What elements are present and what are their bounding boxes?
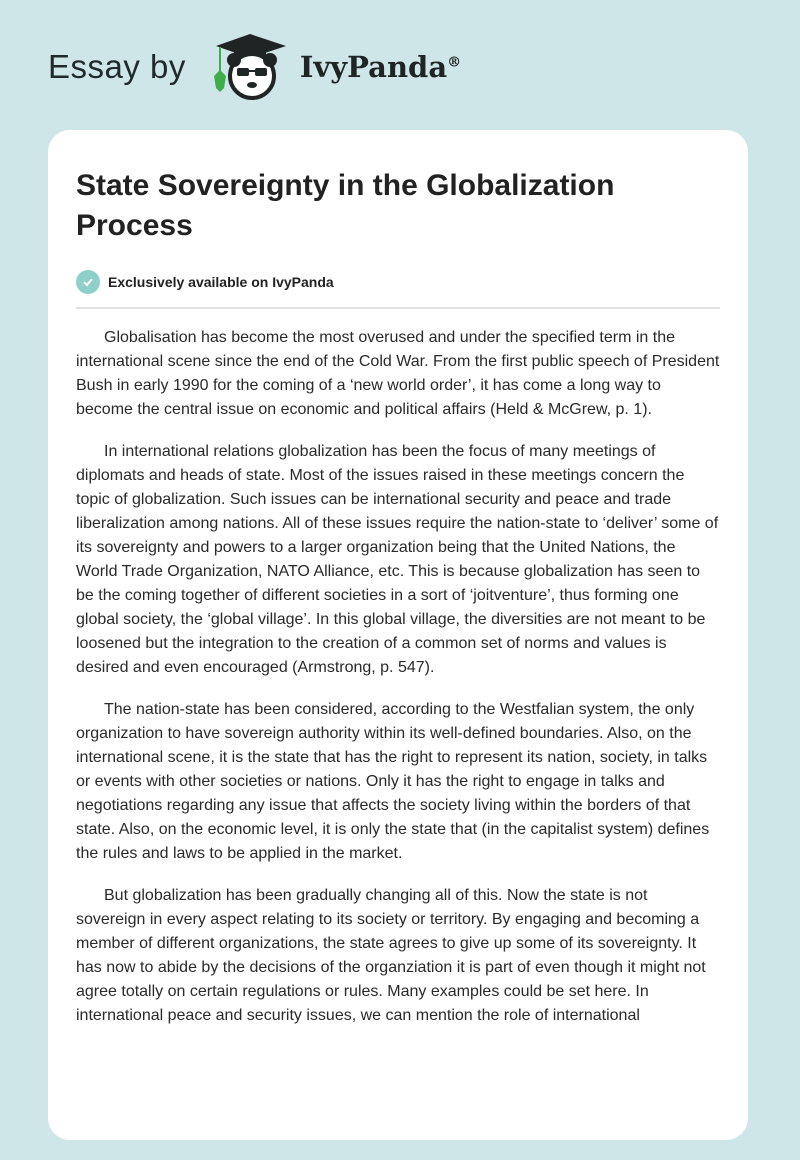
site-header bbox=[48, 32, 461, 102]
paragraph: But globalization has been gradually changing all of this. Now the state is not sovereign in every aspect relating to its society or territory. By engaging and becoming a member of different organizations, the state agrees to give up some of its sovereignty. It has now to abide by the decisions of the organziation it is part of even though it might not agree totally on certain regulations or rules. Many examples could be set here. In international peace and security issues, we can mention the role of international bbox=[76, 887, 706, 1024]
essay-card bbox=[48, 130, 748, 1140]
brand-text: IvyPanda bbox=[299, 50, 448, 84]
brand-name[interactable] bbox=[300, 50, 461, 84]
check-icon bbox=[76, 270, 100, 294]
divider bbox=[76, 307, 720, 309]
registered-mark: ® bbox=[447, 54, 462, 71]
page-title: State Sovereignty in the Globalization Process bbox=[76, 169, 615, 242]
essay-body bbox=[76, 326, 720, 1028]
exclusive-badge bbox=[76, 268, 720, 296]
paragraph: The nation-state has been considered, according to the Westfalian system, the only organization to have sovereign authority within its well-defined boundaries. Also, on the international scene, it is the state that has the right to represent its nation, society, in talks or events with other societies or nations. Only it has the right to engage in talks and negotiations regarding any issue that affects the society living within the borders of that state. Also, on the economic level, it is only the state that (in the capitalist system) defines the rules and laws to be applied in the market. bbox=[76, 701, 710, 862]
paragraph: In international relations globalization has been the focus of many meetings of diplomats and heads of state. Most of the issues raised in these meetings concern the topic of globalization. Such issues can be international security and peace and trade liberalization among nations. All of these issues require the nation-state to ‘deliver’ some of its sovereignty and powers to a larger organization being that the United Nations, the World Trade Organization, NATO Alliance, etc. This is because globalization has seen to be the coming together of different societies in a sort of ‘joitventure’, thus forming one global society, the ‘global village’. In this global village, the diversities are not meant to be loosened but the integration to the creation of a common set of norms and values is desired and even encouraged (Armstrong, p. 547). bbox=[76, 443, 719, 676]
essay-by-label: Essay by bbox=[48, 48, 186, 85]
panda-logo-icon[interactable] bbox=[206, 32, 294, 102]
badge-text: Exclusively available on IvyPanda bbox=[108, 274, 334, 290]
paragraph: Globalisation has become the most overused and under the specified term in the international scene since the end of the Cold War. From the first public speech of President Bush in early 1990 for the coming of a ‘new world order’, it has come a long way to become the central issue on economic and political affairs (Held & McGrew, p. 1). bbox=[76, 329, 720, 418]
